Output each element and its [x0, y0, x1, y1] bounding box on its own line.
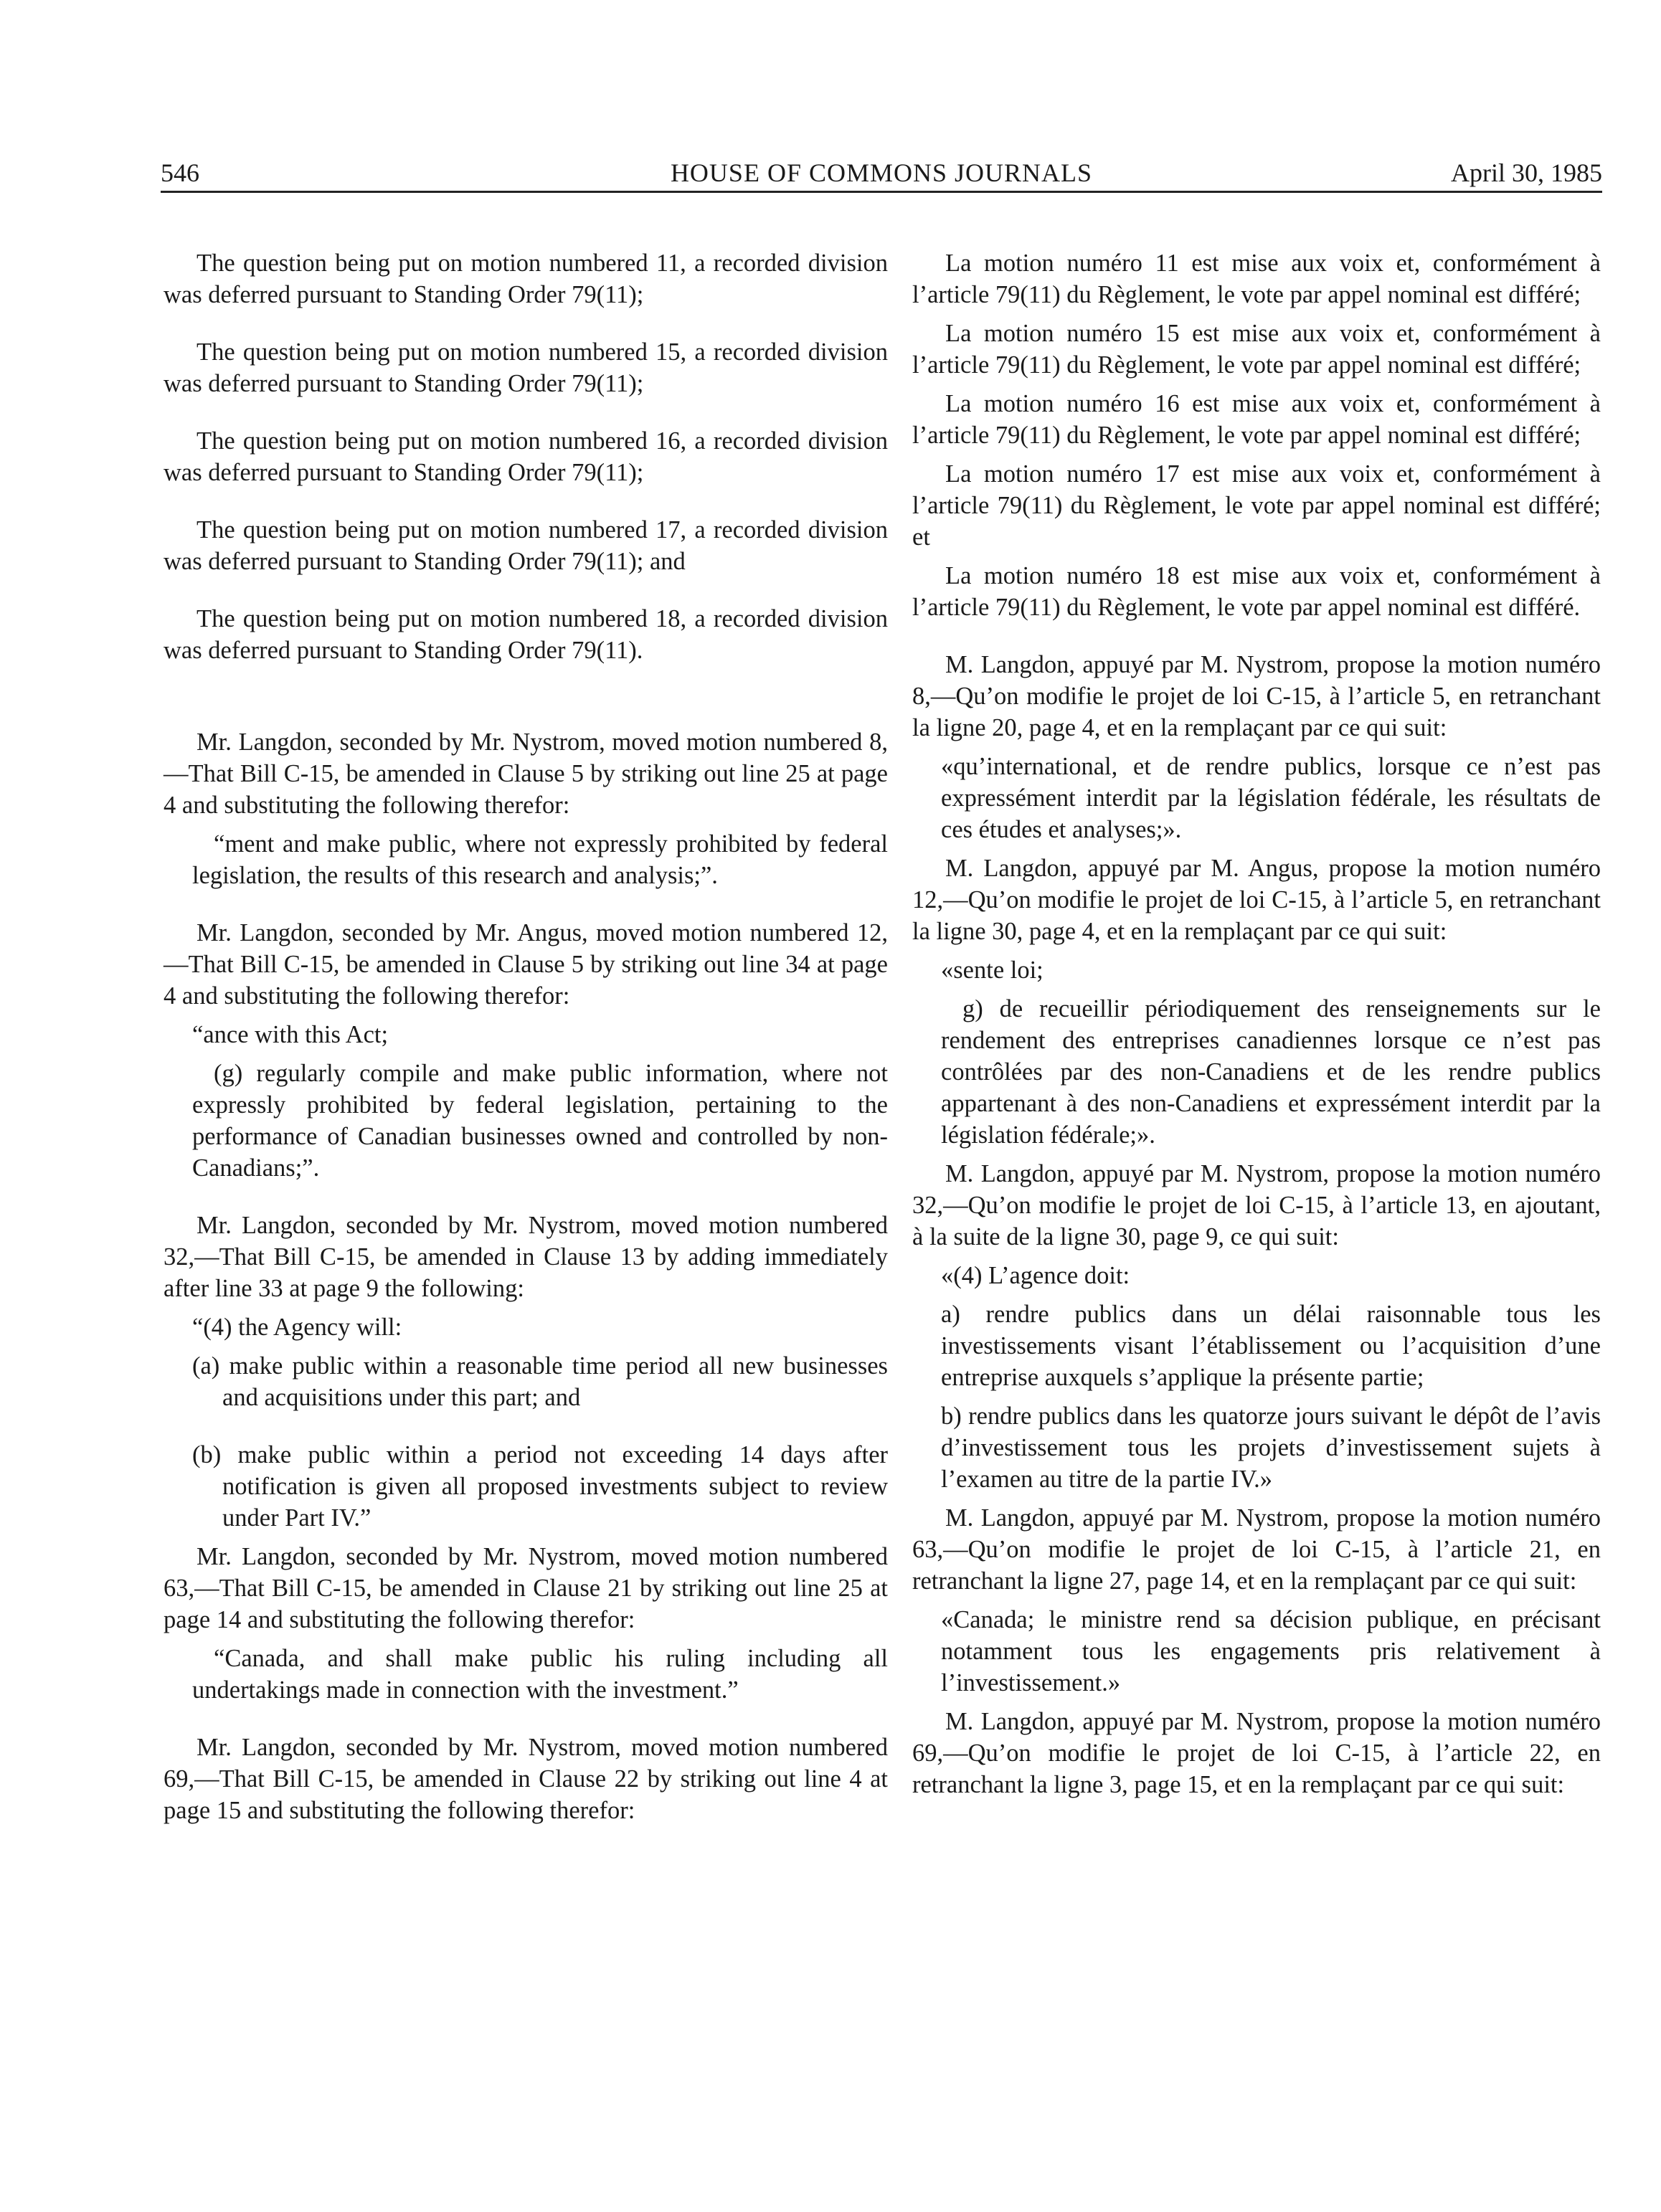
fr-quote: «Canada; le ministre rend sa décision publique, en précisant notamment tous les engagements pris relativement à l’investissement.» — [941, 1606, 1601, 1696]
en-quote: “ance with this Act; — [192, 1021, 389, 1048]
en-quote-item: (a) make public within a reasonable time period all new businesses and acquisitions under this part; and — [192, 1352, 888, 1411]
en-paragraph: The question being put on motion numbered 15, a recorded division was deferred pursuant to Standing Order 79(11); — [164, 338, 888, 397]
fr-quote-item: b) rendre publics dans les quatorze jours suivant le dépôt de l’avis d’investissement tous les projets d’investissement sujets à l’examen au titre de la partie IV.» — [941, 1402, 1601, 1493]
page-header — [161, 141, 1602, 193]
en-motion: Mr. Langdon, seconded by Mr. Nystrom, moved motion numbered 32,—That Bill C-15, be amended in Clause 13 by adding immediately after line 33 at page 9 the following: — [164, 1212, 888, 1302]
en-motion: Mr. Langdon, seconded by Mr. Nystrom, moved motion numbered 69,—That Bill C-15, be amended in Clause 22 by striking out line 4 at page 15 and substituting the following therefor: — [164, 1734, 888, 1824]
fr-motion: M. Langdon, appuyé par M. Nystrom, propose la motion numéro 63,—Qu’on modifie le projet de loi C-15, à l’article 21, en retranchant la ligne 27, page 14, et en la remplaçant par ce qui suit: — [912, 1504, 1601, 1595]
en-quote: “ment and make public, where not expressly prohibited by federal legislation, the results of this research and analysis;”. — [192, 830, 888, 889]
fr-quote-item: a) rendre publics dans un délai raisonnable tous les investissements visant l’établissement ou l’acquisition d’une entreprise auxquels s’applique la présente partie; — [941, 1301, 1601, 1391]
fr-quote: «(4) L’agence doit: — [941, 1262, 1130, 1289]
en-paragraph: The question being put on motion numbered 18, a recorded division was deferred pursuant to Standing Order 79(11). — [164, 605, 888, 664]
fr-motion: M. Langdon, appuyé par M. Nystrom, propose la motion numéro 8,—Qu’on modifie le projet de loi C-15, à l’article 5, en retranchant la ligne 20, page 4, et en la remplaçant par ce qui suit: — [912, 651, 1601, 741]
fr-paragraph: La motion numéro 16 est mise aux voix et, conformément à l’article 79(11) du Règlement, le vote par appel nominal est différé; — [912, 390, 1601, 449]
page-number: 546 — [161, 158, 199, 187]
en-quote: “Canada, and shall make public his ruling including all undertakings made in connection with the investment.” — [192, 1645, 888, 1704]
en-paragraph: The question being put on motion numbered 11, a recorded division was deferred pursuant to Standing Order 79(11); — [164, 250, 888, 308]
en-quote-item: (b) make public within a period not exceeding 14 days after notification is given all proposed investments subject to review under Part IV.” — [192, 1441, 888, 1532]
fr-motion: M. Langdon, appuyé par M. Angus, propose la motion numéro 12,—Qu’on modifie le projet de loi C-15, à l’article 5, en retranchant la ligne 30, page 4, et en la remplaçant par ce qui suit: — [912, 855, 1601, 945]
en-paragraph: The question being put on motion numbered 16, a recorded division was deferred pursuant to Standing Order 79(11); — [164, 427, 888, 486]
fr-paragraph: La motion numéro 18 est mise aux voix et, conformément à l’article 79(11) du Règlement, le vote par appel nominal est différé. — [912, 562, 1601, 621]
french-column — [912, 247, 1601, 1800]
fr-quote: g) de recueillir périodiquement des renseignements sur le rendement des entreprises canadiennes lorsque ce n’est pas contrôlées par des non-Canadiens et de les rendre publics appartenant à des non-Canadiens et expressément interdit par la législation fédérale;». — [941, 995, 1601, 1149]
fr-motion: M. Langdon, appuyé par M. Nystrom, propose la motion numéro 69,—Qu’on modifie le projet de loi C-15, à l’article 22, en retranchant la ligne 3, page 15, et en la remplaçant par ce qui suit: — [912, 1708, 1601, 1798]
fr-quote: «sente loi; — [941, 957, 1044, 984]
english-column — [164, 247, 888, 1826]
en-motion: Mr. Langdon, seconded by Mr. Nystrom, moved motion numbered 63,—That Bill C-15, be amended in Clause 21 by striking out line 25 at page 14 and substituting the following therefor: — [164, 1543, 888, 1633]
journal-title: HOUSE OF COMMONS JOURNALS — [670, 158, 1093, 187]
fr-motion: M. Langdon, appuyé par M. Nystrom, propose la motion numéro 32,—Qu’on modifie le projet de loi C-15, à l’article 13, en ajoutant, à la suite de la ligne 30, page 9, ce qui suit: — [912, 1160, 1601, 1250]
en-quote: “(4) the Agency will: — [192, 1314, 402, 1341]
journal-date: April 30, 1985 — [1451, 158, 1602, 187]
fr-paragraph: La motion numéro 17 est mise aux voix et, conformément à l’article 79(11) du Règlement, le vote par appel nominal est différé; et — [912, 460, 1601, 551]
fr-quote: «qu’international, et de rendre publics, lorsque ce n’est pas expressément interdit par la législation fédérale, les résultats de ces études et analyses;». — [941, 753, 1601, 843]
en-quote: (g) regularly compile and make public information, where not expressly prohibited by federal legislation, pertaining to the performance of Canadian businesses owned and controlled by non-Canadians;”. — [192, 1060, 888, 1182]
en-paragraph: The question being put on motion numbered 17, a recorded division was deferred pursuant to Standing Order 79(11); and — [164, 516, 888, 575]
en-motion: Mr. Langdon, seconded by Mr. Angus, moved motion numbered 12,—That Bill C-15, be amended in Clause 5 by striking out line 34 at page 4 and substituting the following therefor: — [164, 919, 888, 1010]
fr-paragraph: La motion numéro 11 est mise aux voix et, conformément à l’article 79(11) du Règlement, le vote par appel nominal est différé; — [912, 250, 1601, 308]
en-motion: Mr. Langdon, seconded by Mr. Nystrom, moved motion numbered 8,—That Bill C-15, be amended in Clause 5 by striking out line 25 at page 4 and substituting the following therefor: — [164, 728, 888, 819]
fr-paragraph: La motion numéro 15 est mise aux voix et, conformément à l’article 79(11) du Règlement, le vote par appel nominal est différé; — [912, 320, 1601, 379]
